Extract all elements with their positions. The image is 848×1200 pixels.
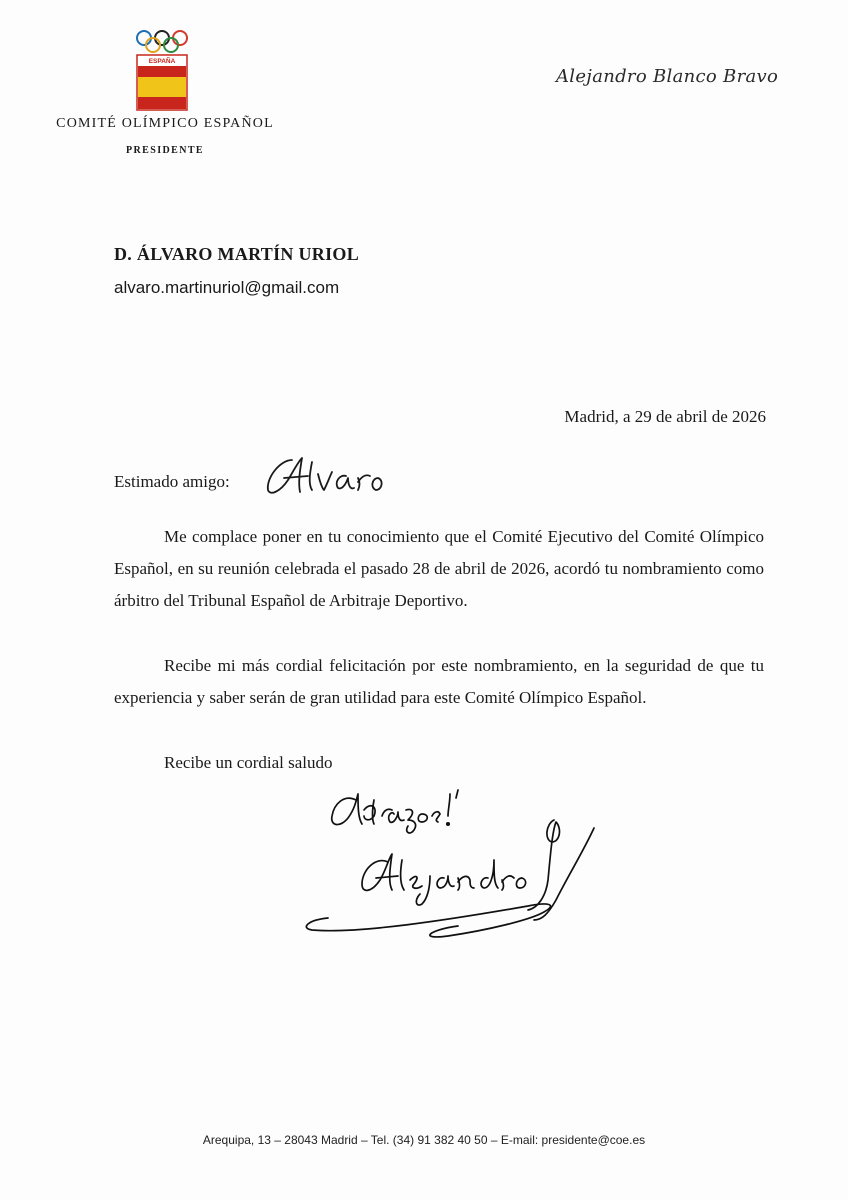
handwritten-greeting-name [262, 452, 392, 498]
closing-text: Recibe un cordial saludo [164, 753, 333, 772]
organization-name: COMITÉ OLÍMPICO ESPAÑOL [56, 116, 274, 131]
recipient-name: D. ÁLVARO MARTÍN URIOL [114, 244, 360, 264]
signature-name-stroke [362, 854, 392, 890]
body-paragraph-2: Recibe mi más cordial felicitación por este nombramiento, en la seguridad de que tu experiencia y saber serán de gran utilidad para este Comité Olímpico Español. [114, 656, 764, 707]
emblem-text: ESPAÑA [148, 58, 176, 65]
body-paragraph-1: Me complace poner en tu conocimiento que el Comité Ejecutivo del Comité Olímpico Español, en su reunión celebrada el pasado 28 de abril de 2026, acordó tu nombramiento como árbitro del Tribunal Español de Arbitraje Deportivo. [114, 527, 764, 610]
coe-emblem-logo [133, 28, 191, 112]
recipient-email: alvaro.martinuriol@gmail.com [114, 278, 340, 297]
president-name: Alejandro Blanco Bravo [556, 66, 779, 87]
olympic-ring-yellow [146, 38, 160, 52]
handwritten-signature [298, 780, 610, 950]
olympic-ring-red [173, 31, 187, 45]
greeting-text: Estimado amigo: [114, 472, 230, 491]
organization-role: PRESIDENTE [126, 145, 204, 156]
olympic-ring-blue [137, 31, 151, 45]
olympic-ring-green [164, 38, 178, 52]
date-line: Madrid, a 29 de abril de 2026 [564, 407, 766, 426]
signature-note-stroke [332, 794, 362, 825]
olympic-ring-black [155, 31, 169, 45]
footer-contact: Arequipa, 13 – 28043 Madrid – Tel. (34) 91 382 40 50 – E-mail: presidente@coe.es [202, 1133, 646, 1147]
